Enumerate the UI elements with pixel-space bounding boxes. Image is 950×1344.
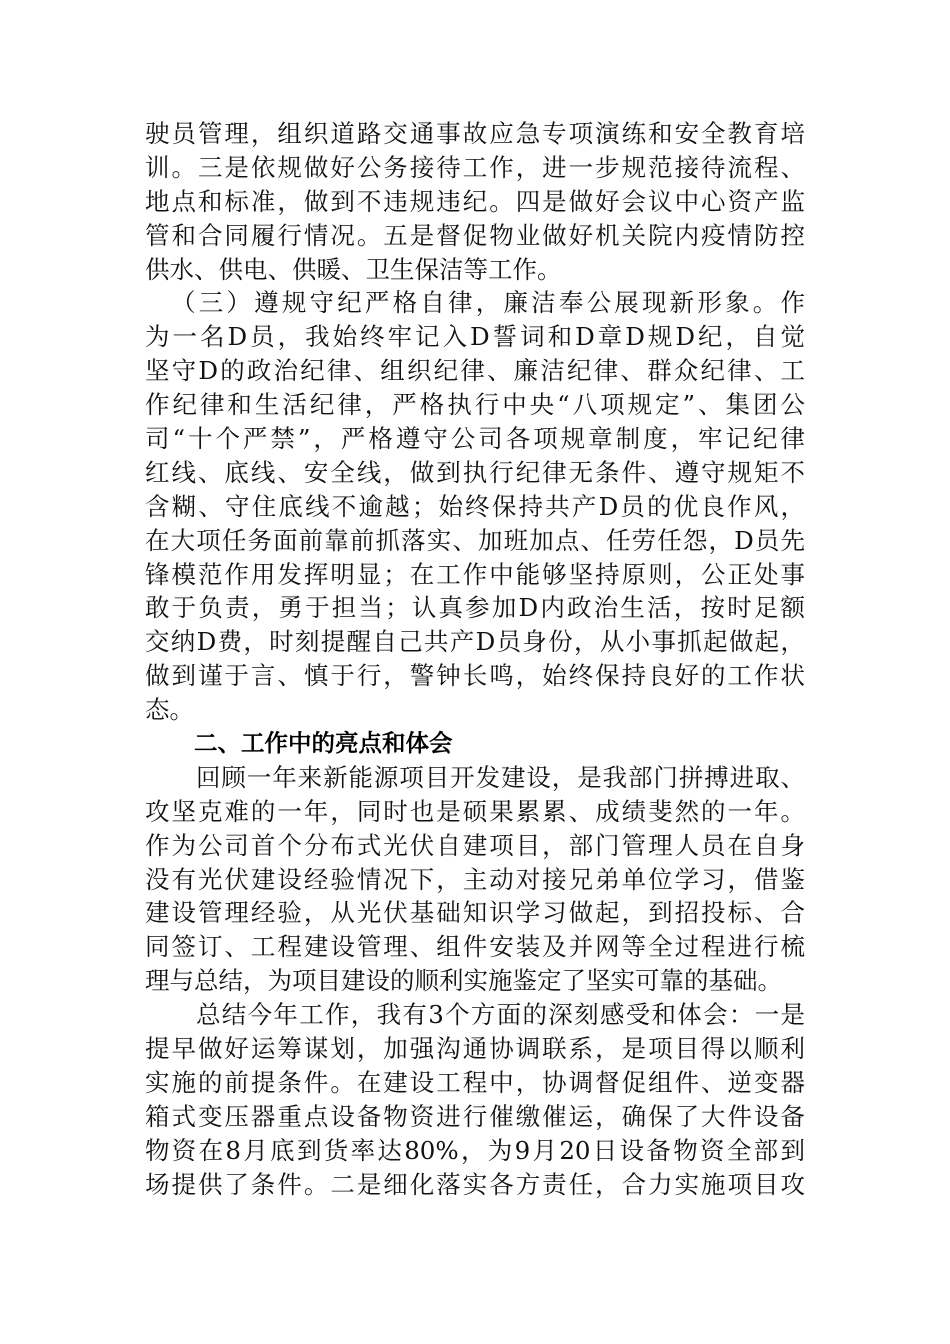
paragraph-review — [145, 761, 805, 998]
text-line: 在大项任务面前靠前抓落实、加班加点、任劳任怨，D员先 — [145, 525, 805, 555]
text-line: 含糊、守住底线不逾越；始终保持共产D员的优良作风， — [145, 491, 805, 521]
text-line: 总结今年工作，我有3个方面的深刻感受和体会：一是 — [196, 1000, 805, 1030]
text-line: 攻坚克难的一年，同时也是硕果累累、成绩斐然的一年。 — [145, 796, 805, 826]
text-line: 训。三是依规做好公务接待工作，进一步规范接待流程、 — [145, 152, 805, 182]
section-heading: 二、工作中的亮点和体会 — [194, 729, 453, 758]
text-line: 交纳D费，时刻提醒自己共产D员身份，从小事抓起做起， — [145, 627, 805, 657]
paragraph-summary — [145, 998, 805, 1201]
text-line: 做到谨于言、慎于行，警钟长鸣，始终保持良好的工作状 — [145, 661, 805, 691]
text-line: 没有光伏建设经验情况下，主动对接兄弟单位学习，借鉴 — [145, 864, 805, 894]
text-line: 作为公司首个分布式光伏自建项目，部门管理人员在自身 — [145, 830, 805, 860]
paragraph-discipline — [145, 286, 805, 727]
text-line: 坚守D的政治纪律、组织纪律、廉洁纪律、群众纪律、工 — [145, 356, 805, 386]
text-line: 红线、底线、安全线，做到执行纪律无条件、遵守规矩不 — [145, 457, 805, 487]
text-line: 态。 — [145, 695, 194, 725]
text-line: 驶员管理，组织道路交通事故应急专项演练和安全教育培 — [145, 119, 805, 148]
text-line: 实施的前提条件。在建设工程中，协调督促组件、逆变器 — [145, 1067, 805, 1097]
text-line: 回顾一年来新能源项目开发建设，是我部门拼搏进取、 — [196, 762, 805, 792]
text-line: 提早做好运筹谋划，加强沟通协调联系，是项目得以顺利 — [145, 1034, 805, 1064]
text-line: 管和合同履行情况。五是督促物业做好机关院内疫情防控 — [145, 220, 805, 250]
text-line: 作纪律和生活纪律，严格执行中央“八项规定”、集团公 — [145, 390, 805, 420]
text-line: 场提供了条件。二是细化落实各方责任，合力实施项目攻 — [145, 1169, 805, 1199]
text-line: 供水、供电、供暖、卫生保洁等工作。 — [145, 254, 562, 284]
text-line: 箱式变压器重点设备物资进行催缴催运，确保了大件设备 — [145, 1101, 805, 1131]
text-line: （三）遵规守纪严格自律，廉洁奉公展现新形象。作 — [171, 288, 805, 318]
paragraph-work-tasks-continued — [145, 117, 805, 286]
text-line: 敢于负责，勇于担当；认真参加D内政治生活，按时足额 — [145, 593, 805, 623]
text-line: 同签订、工程建设管理、组件安装及并网等全过程进行梳 — [145, 932, 805, 962]
document-body — [145, 117, 805, 1202]
text-line: 理与总结，为项目建设的顺利实施鉴定了坚实可靠的基础。 — [145, 966, 782, 996]
text-line: 为一名D员，我始终牢记入D誓词和D章D规D纪，自觉 — [145, 322, 805, 352]
text-line: 建设管理经验，从光伏基础知识学习做起，到招投标、合 — [145, 898, 805, 928]
text-line: 物资在8月底到货率达80%，为9月20日设备物资全部到 — [145, 1135, 805, 1165]
text-line: 地点和标准，做到不违规违纪。四是做好会议中心资产监 — [145, 186, 805, 216]
text-line: 锋模范作用发挥明显；在工作中能够坚持原则，公正处事 — [145, 559, 805, 589]
text-line: 司“十个严禁”，严格遵守公司各项规章制度，牢记纪律 — [145, 424, 805, 454]
